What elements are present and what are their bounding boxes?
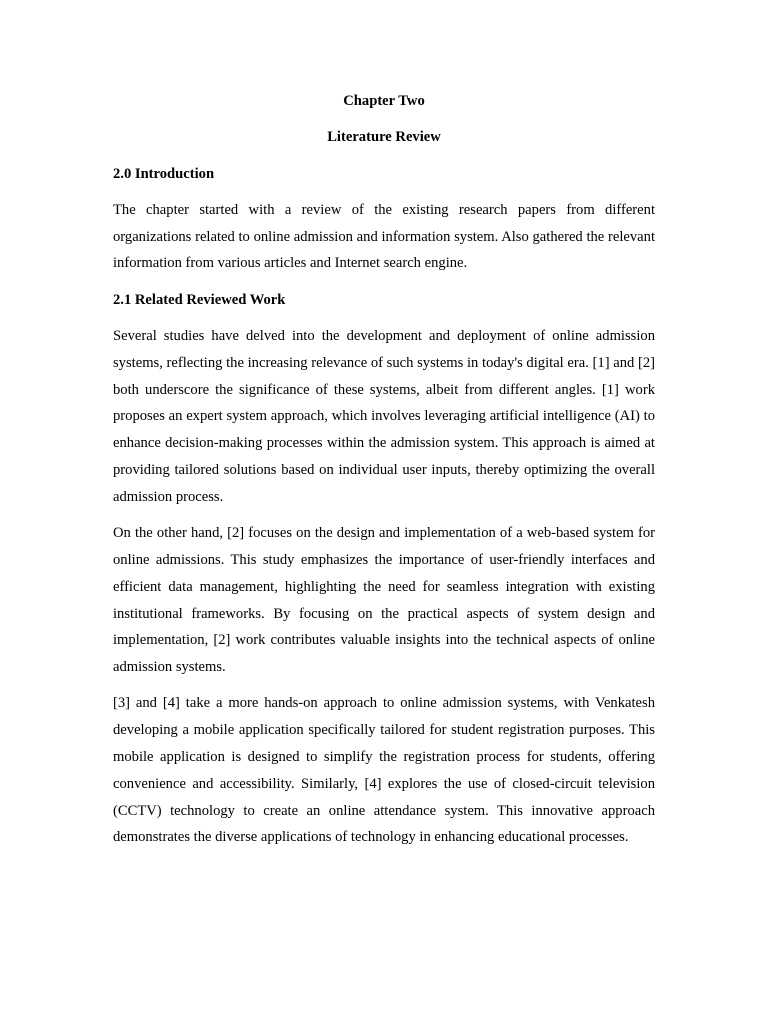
paragraph: The chapter started with a review of the existing research papers from different organizations related to online admission and information system. Also gathered the relevant information from various articles and Internet search engine. [113,201,655,272]
document-page [113,88,655,861]
paragraph: [3] and [4] take a more hands-on approach to online admission systems, with Venkatesh developing a mobile application specifically tailored for student registration purposes. This mobile application is designed to simplify the registration process for students, offering convenience and accessibility. Similarly, [4] explores the use of closed-circuit television (CCTV) technology to create an online attendance system. This innovative approach demonstrates the diverse applications of technology in enhancing educational processes. [113,695,655,846]
paragraph: Several studies have delved into the development and deployment of online admission systems, reflecting the increasing relevance of such systems in today's digital era. [1] and [2] both underscore the significance of these systems, albeit from different angles. [1] work proposes an expert system approach, which involves leveraging artificial intelligence (AI) to enhance decision-making processes within the admission system. This approach is aimed at providing tailored solutions based on individual user inputs, thereby optimizing the overall admission process. [113,328,655,505]
chapter-subtitle: Literature Review [327,129,441,146]
section-heading-related-work: 2.1 Related Reviewed Work [113,291,286,308]
section-heading-introduction: 2.0 Introduction [113,165,215,182]
paragraph: On the other hand, [2] focuses on the design and implementation of a web-based system for online admissions. This study emphasizes the importance of user-friendly interfaces and efficient data management, highlighting the need for seamless integration with existing institutional frameworks. By focusing on the practical aspects of system design and implementation, [2] work contributes valuable insights into the technical aspects of online admission systems. [113,525,655,676]
chapter-title: Chapter Two [343,93,425,109]
